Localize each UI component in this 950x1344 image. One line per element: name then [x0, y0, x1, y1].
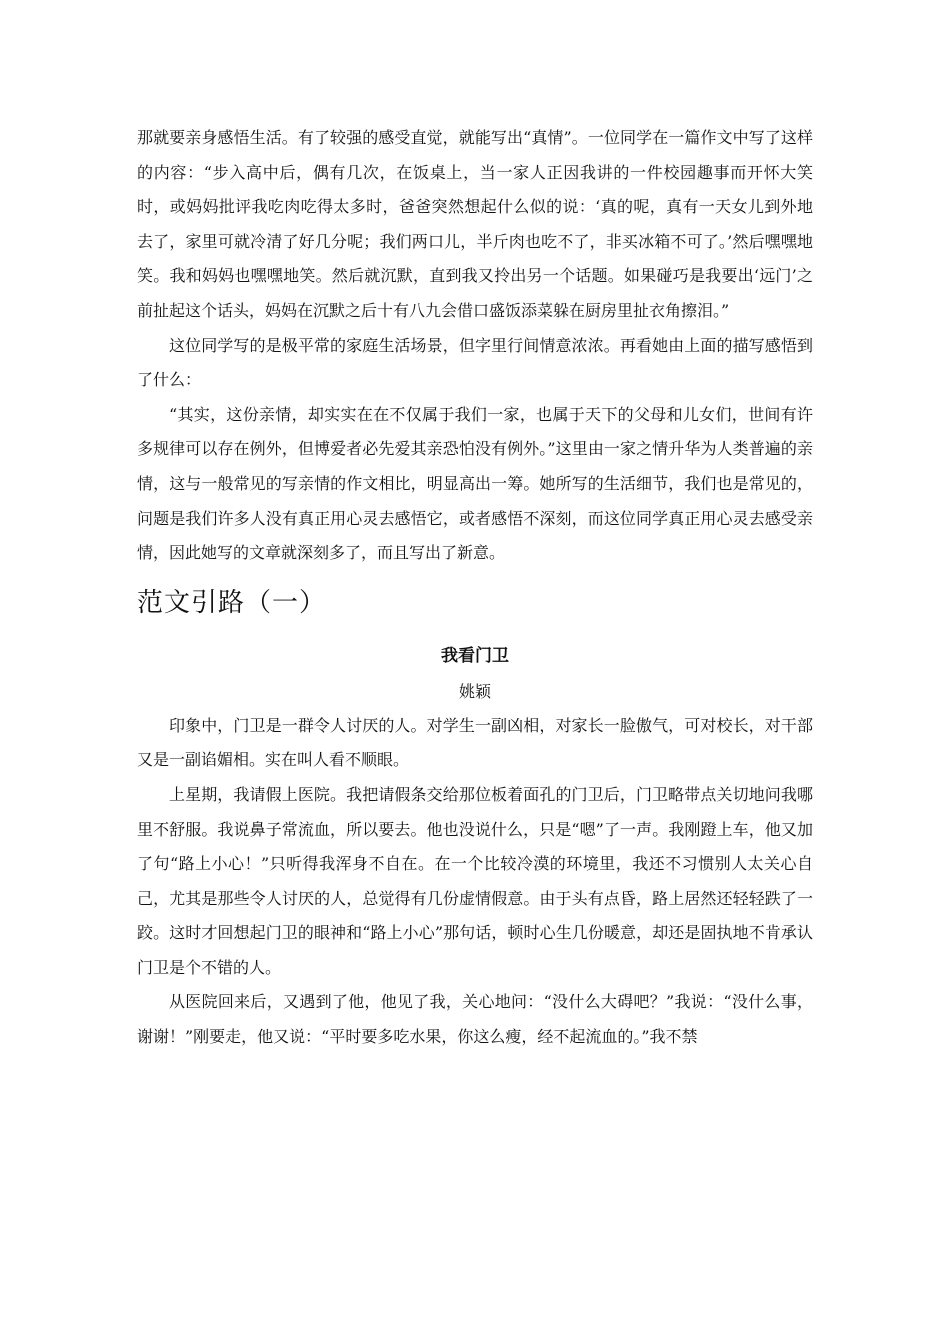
essay-author: 姚颖 [458, 681, 491, 701]
intro-paragraph-1: 那就要亲身感悟生活。有了较强的感受直觉，就能写出“真情”。一位同学在一篇作文中写了这样的内容：“步入高中后，偶有几次，在饭桌上，当一家人正因我讲的一件校园趣事而开怀大笑时，或妈妈批评我吃肉吃得太多时，爸爸突然想起什么似的说：‘真的呢，真有一天女儿到外地去了，家里可就冷清了好几分呢；我们两口儿，半斤肉也吃不了，非买冰箱不可了。’然后嘿嘿地笑。我和妈妈也嘿嘿地笑。然后就沉默，直到我又拎出另一个话题。如果碰巧是我要出‘远门’之前扯起这个话头，妈妈在沉默之后十有八九会借口盛饭添菜躲在厨房里扯衣角擦泪。” [137, 128, 813, 320]
essay-paragraph-3: 从医院回来后，又遇到了他，他见了我，关心地问：“没什么大碍吧？”我说：“没什么事，谢谢！”刚要走，他又说：“平时要多吃水果，你这么瘦，经不起流血的。”我不禁 [137, 992, 813, 1047]
intro-paragraph-3: “其实，这份亲情，却实实在在不仅属于我们一家，也属于天下的父母和儿女们，世间有许多规律可以存在例外，但博爱者必先爱其亲恐怕没有例外。”这里由一家之情升华为人类普遍的亲情，这与一般常见的写亲情的作文相比，明显高出一筹。她所写的生活细节，我们也是常见的，问题是我们许多人没有真正用心灵去感悟它，或者感悟不深刻，而这位同学真正用心灵去感受亲情，因此她写的文章就深刻多了，而且写出了新意。 [137, 404, 813, 563]
essay-paragraph-2: 上星期，我请假上医院。我把请假条交给那位板着面孔的门卫后，门卫略带点关切地问我哪里不舒服。我说鼻子常流血，所以要去。他也没说什么，只是“嗯”了一声。我刚蹬上车，他又加了句“路上小心！”只听得我浑身不自在。在一个比较冷漠的环境里，我还不习惯别人太关心自己，尤其是那些令人讨厌的人，总觉得有几份虚情假意。由于头有点昏，路上居然还轻轻跌了一跤。这时才回想起门卫的眼神和“路上小心”那句话，顿时心生几份暖意，却还是固执地不肯承认门卫是个不错的人。 [137, 784, 813, 977]
section-heading: 范文引路（一） [137, 587, 327, 618]
intro-paragraph-2: 这位同学写的是极平常的家庭生活场景，但字里行间情意浓浓。再看她由上面的描写感悟到了什么： [137, 335, 813, 390]
essay-title: 我看门卫 [441, 645, 509, 666]
essay-paragraph-1: 印象中，门卫是一群令人讨厌的人。对学生一副凶相，对家长一脸傲气，可对校长，对干部又是一副谄媚相。实在叫人看不顺眼。 [137, 715, 813, 770]
document-page [137, 121, 813, 1055]
